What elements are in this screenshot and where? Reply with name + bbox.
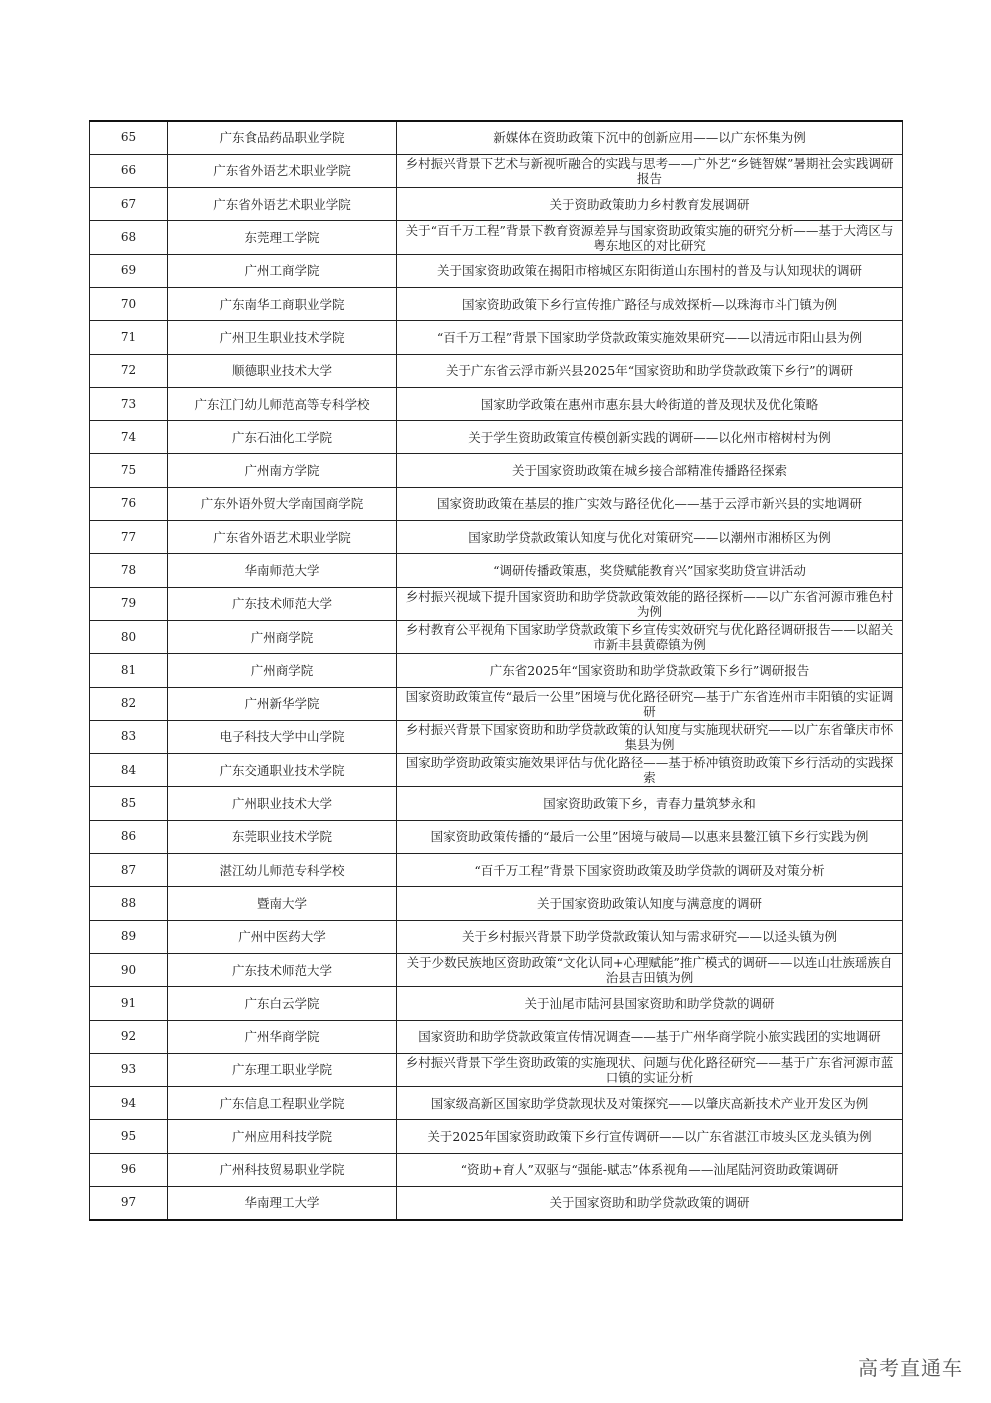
table-row bbox=[90, 421, 903, 454]
school-name: 广州职业技术大学 bbox=[168, 787, 397, 820]
school-name: 广东省外语艺术职业学院 bbox=[168, 188, 397, 221]
table-row bbox=[90, 887, 903, 920]
school-name: 广州应用科技学院 bbox=[168, 1120, 397, 1153]
project-title: 关于少数民族地区资助政策“文化认同+心理赋能”推广模式的调研——以连山壮族瑶族自治县吉田镇为例 bbox=[397, 953, 903, 986]
school-name: 暨南大学 bbox=[168, 887, 397, 920]
row-number: 75 bbox=[90, 454, 168, 487]
table-row bbox=[90, 620, 903, 653]
project-title: 关于国家资助和助学贷款政策的调研 bbox=[397, 1187, 903, 1220]
project-title: 乡村振兴背景下艺术与新视听融合的实践与思考——广外艺“乡链智媒”暑期社会实践调研报告 bbox=[397, 154, 903, 187]
project-title: 乡村振兴背景下国家资助和助学贷款政策的认知度与实施现状研究——以广东省肇庆市怀集县为例 bbox=[397, 720, 903, 753]
school-name: 华南理工大学 bbox=[168, 1187, 397, 1220]
watermark: 高考直通车 bbox=[858, 1356, 963, 1380]
row-number: 89 bbox=[90, 920, 168, 953]
project-title: 关于学生资助政策宣传模创新实践的调研——以化州市榕树村为例 bbox=[397, 421, 903, 454]
row-number: 95 bbox=[90, 1120, 168, 1153]
project-title: 国家助学贷款政策认知度与优化对策研究——以潮州市湘桥区为例 bbox=[397, 521, 903, 554]
table-row bbox=[90, 121, 903, 154]
project-title: 国家资助政策下乡，青春力量筑梦永和 bbox=[397, 787, 903, 820]
project-title: 关于“百千万工程”背景下教育资源差异与国家资助政策实施的研究分析——基于大湾区与粤东地区的对比研究 bbox=[397, 221, 903, 254]
project-title: 国家资助政策传播的“最后一公里”困境与破局—以惠来县鳌江镇下乡行实践为例 bbox=[397, 820, 903, 853]
school-name: 广东理工职业学院 bbox=[168, 1053, 397, 1086]
school-name: 广州中医药大学 bbox=[168, 920, 397, 953]
table-row bbox=[90, 487, 903, 520]
project-title: 广东省2025年“国家资助和助学贷款政策下乡行”调研报告 bbox=[397, 654, 903, 687]
table-row bbox=[90, 521, 903, 554]
row-number: 85 bbox=[90, 787, 168, 820]
school-name: 广东食品药品职业学院 bbox=[168, 121, 397, 154]
table-row bbox=[90, 1120, 903, 1153]
table-row bbox=[90, 1020, 903, 1053]
project-title: 国家资助政策下乡行宣传推广路径与成效探析—以珠海市斗门镇为例 bbox=[397, 287, 903, 320]
row-number: 87 bbox=[90, 854, 168, 887]
row-number: 80 bbox=[90, 620, 168, 653]
row-number: 69 bbox=[90, 254, 168, 287]
project-title: 新媒体在资助政策下沉中的创新应用——以广东怀集为例 bbox=[397, 121, 903, 154]
projects-table bbox=[89, 120, 903, 1221]
table-row bbox=[90, 554, 903, 587]
project-title: 关于汕尾市陆河县国家资助和助学贷款的调研 bbox=[397, 987, 903, 1020]
row-number: 78 bbox=[90, 554, 168, 587]
project-title: 关于2025年国家资助政策下乡行宣传调研——以广东省湛江市坡头区龙头镇为例 bbox=[397, 1120, 903, 1153]
school-name: 东莞职业技术学院 bbox=[168, 820, 397, 853]
row-number: 97 bbox=[90, 1187, 168, 1220]
school-name: 广东信息工程职业学院 bbox=[168, 1087, 397, 1120]
project-title: 国家资助政策宣传“最后一公里”困境与优化路径研究—基于广东省连州市丰阳镇的实证调研 bbox=[397, 687, 903, 720]
row-number: 82 bbox=[90, 687, 168, 720]
project-title: 国家级高新区国家助学贷款现状及对策探究——以肇庆高新技术产业开发区为例 bbox=[397, 1087, 903, 1120]
school-name: 广州南方学院 bbox=[168, 454, 397, 487]
school-name: 广东江门幼儿师范高等专科学校 bbox=[168, 387, 397, 420]
school-name: 广东南华工商职业学院 bbox=[168, 287, 397, 320]
project-title: 国家资助政策在基层的推广实效与路径优化——基于云浮市新兴县的实地调研 bbox=[397, 487, 903, 520]
row-number: 67 bbox=[90, 188, 168, 221]
row-number: 68 bbox=[90, 221, 168, 254]
school-name: 广州商学院 bbox=[168, 620, 397, 653]
row-number: 83 bbox=[90, 720, 168, 753]
school-name: 广东技术师范大学 bbox=[168, 587, 397, 620]
row-number: 79 bbox=[90, 587, 168, 620]
table-row bbox=[90, 1187, 903, 1220]
school-name: 广东省外语艺术职业学院 bbox=[168, 154, 397, 187]
row-number: 91 bbox=[90, 987, 168, 1020]
table-row bbox=[90, 754, 903, 787]
table-row bbox=[90, 587, 903, 620]
table-row bbox=[90, 687, 903, 720]
project-title: 关于国家资助政策在揭阳市榕城区东阳街道山东围村的普及与认知现状的调研 bbox=[397, 254, 903, 287]
table-row bbox=[90, 854, 903, 887]
row-number: 66 bbox=[90, 154, 168, 187]
table-row bbox=[90, 287, 903, 320]
school-name: 电子科技大学中山学院 bbox=[168, 720, 397, 753]
table-row bbox=[90, 387, 903, 420]
project-title: 国家助学资助政策实施效果评估与优化路径——基于桥冲镇资助政策下乡行活动的实践探索 bbox=[397, 754, 903, 787]
project-title: 关于乡村振兴背景下助学贷款政策认知与需求研究——以迳头镇为例 bbox=[397, 920, 903, 953]
table-row bbox=[90, 188, 903, 221]
table-row bbox=[90, 454, 903, 487]
school-name: 华南师范大学 bbox=[168, 554, 397, 587]
project-title: 关于国家资助政策认知度与满意度的调研 bbox=[397, 887, 903, 920]
school-name: 广东白云学院 bbox=[168, 987, 397, 1020]
row-number: 81 bbox=[90, 654, 168, 687]
project-title: “资助+育人”双驱与“强能-赋志”体系视角——汕尾陆河资助政策调研 bbox=[397, 1153, 903, 1186]
row-number: 74 bbox=[90, 421, 168, 454]
table-row bbox=[90, 953, 903, 986]
row-number: 86 bbox=[90, 820, 168, 853]
project-title: “调研传播政策惠，奖贷赋能教育兴”国家奖助贷宣讲活动 bbox=[397, 554, 903, 587]
table-row bbox=[90, 787, 903, 820]
school-name: 广州工商学院 bbox=[168, 254, 397, 287]
school-name: 广州新华学院 bbox=[168, 687, 397, 720]
table-row bbox=[90, 354, 903, 387]
school-name: 东莞理工学院 bbox=[168, 221, 397, 254]
row-number: 73 bbox=[90, 387, 168, 420]
row-number: 70 bbox=[90, 287, 168, 320]
table-row bbox=[90, 321, 903, 354]
table-row bbox=[90, 221, 903, 254]
row-number: 96 bbox=[90, 1153, 168, 1186]
project-title: 乡村教育公平视角下国家助学贷款政策下乡宣传实效研究与优化路径调研报告——以韶关市新丰县黄磜镇为例 bbox=[397, 620, 903, 653]
table-row bbox=[90, 820, 903, 853]
school-name: 广州卫生职业技术学院 bbox=[168, 321, 397, 354]
table-row bbox=[90, 720, 903, 753]
project-title: 国家资助和助学贷款政策宣传情况调查——基于广州华商学院小旅实践团的实地调研 bbox=[397, 1020, 903, 1053]
project-title: 乡村振兴背景下学生资助政策的实施现状、问题与优化路径研究——基于广东省河源市蓝口镇的实证分析 bbox=[397, 1053, 903, 1086]
table-row bbox=[90, 1153, 903, 1186]
row-number: 88 bbox=[90, 887, 168, 920]
row-number: 71 bbox=[90, 321, 168, 354]
school-name: 广州商学院 bbox=[168, 654, 397, 687]
school-name: 顺德职业技术大学 bbox=[168, 354, 397, 387]
row-number: 76 bbox=[90, 487, 168, 520]
table-row bbox=[90, 254, 903, 287]
school-name: 广州科技贸易职业学院 bbox=[168, 1153, 397, 1186]
project-title: 关于广东省云浮市新兴县2025年“国家资助和助学贷款政策下乡行”的调研 bbox=[397, 354, 903, 387]
row-number: 93 bbox=[90, 1053, 168, 1086]
table-row bbox=[90, 1053, 903, 1086]
table-row bbox=[90, 920, 903, 953]
project-title: “百千万工程”背景下国家资助政策及助学贷款的调研及对策分析 bbox=[397, 854, 903, 887]
school-name: 湛江幼儿师范专科学校 bbox=[168, 854, 397, 887]
row-number: 92 bbox=[90, 1020, 168, 1053]
school-name: 广东外语外贸大学南国商学院 bbox=[168, 487, 397, 520]
table-row bbox=[90, 1087, 903, 1120]
row-number: 84 bbox=[90, 754, 168, 787]
table-row bbox=[90, 987, 903, 1020]
school-name: 广东石油化工学院 bbox=[168, 421, 397, 454]
row-number: 77 bbox=[90, 521, 168, 554]
row-number: 72 bbox=[90, 354, 168, 387]
school-name: 广东交通职业技术学院 bbox=[168, 754, 397, 787]
projects-table-body bbox=[90, 121, 903, 1220]
project-title: 关于资助政策助力乡村教育发展调研 bbox=[397, 188, 903, 221]
row-number: 90 bbox=[90, 953, 168, 986]
project-title: 关于国家资助政策在城乡接合部精准传播路径探索 bbox=[397, 454, 903, 487]
project-title: “百千万工程”背景下国家助学贷款政策实施效果研究——以清远市阳山县为例 bbox=[397, 321, 903, 354]
row-number: 65 bbox=[90, 121, 168, 154]
project-title: 国家助学政策在惠州市惠东县大岭街道的普及现状及优化策略 bbox=[397, 387, 903, 420]
school-name: 广州华商学院 bbox=[168, 1020, 397, 1053]
school-name: 广东技术师范大学 bbox=[168, 953, 397, 986]
table-row bbox=[90, 654, 903, 687]
row-number: 94 bbox=[90, 1087, 168, 1120]
school-name: 广东省外语艺术职业学院 bbox=[168, 521, 397, 554]
project-title: 乡村振兴视域下提升国家资助和助学贷款政策效能的路径探析——以广东省河源市雅色村为例 bbox=[397, 587, 903, 620]
table-row bbox=[90, 154, 903, 187]
